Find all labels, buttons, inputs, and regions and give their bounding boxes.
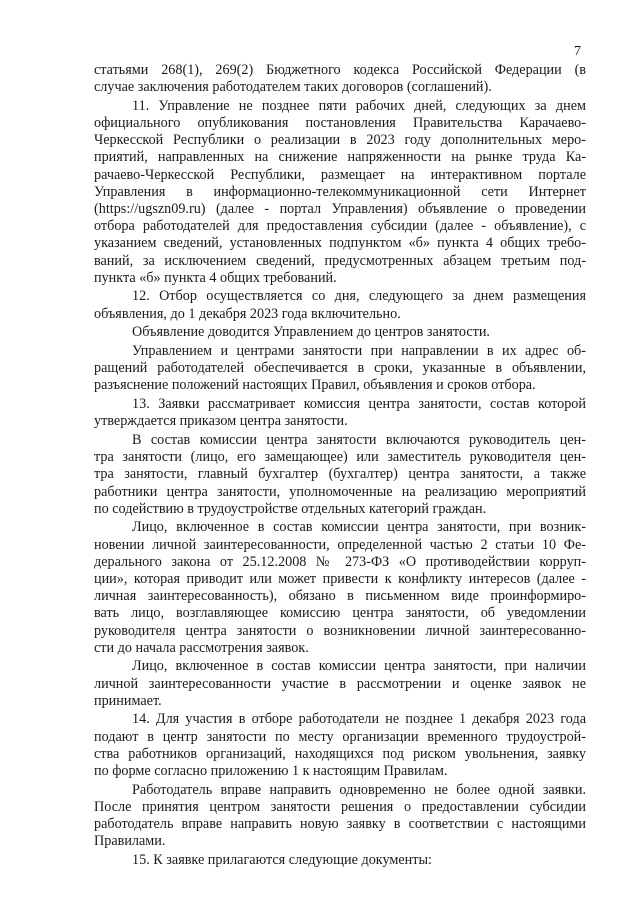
text-line: Черкесской Республики о реализации в 2023 году дополнительных меро- bbox=[94, 132, 586, 149]
paragraph bbox=[94, 782, 586, 851]
paragraph bbox=[94, 396, 586, 430]
paragraph bbox=[94, 324, 586, 341]
text-line: принимает. bbox=[94, 692, 162, 709]
text-line: рачаево-Черкесской Республики, размещает на интерактивном портале bbox=[94, 166, 586, 183]
text-line: руководителя центра занятости о возникновении личной заинтересованно- bbox=[94, 622, 586, 639]
text-line: новении личной заинтересованности, определенной частью 2 статьи 10 Фе- bbox=[94, 536, 586, 553]
text-line: Лицо, включенное в состав комиссии центра занятости, при наличии bbox=[132, 658, 586, 675]
text-line: вать лицо, возглавляющее комиссию центра занятости, об уведомлении bbox=[94, 605, 586, 622]
text-line: Работодатель вправе направить одновременно не более одной заявки. bbox=[132, 781, 586, 798]
paragraph bbox=[94, 288, 586, 322]
text-line: статьями 268(1), 269(2) Бюджетного кодекса Российской Федерации (в bbox=[94, 62, 586, 78]
page-number: 7 bbox=[574, 44, 581, 59]
paragraph bbox=[94, 98, 586, 287]
text-line: тра занятости (лицо, его замещающее) или заместитель руководителя цен- bbox=[94, 449, 586, 466]
text-line: После принятия центром занятости решения о предоставлении субсидии bbox=[94, 798, 586, 815]
text-line: 13. Заявки рассматривает комиссия центра занятости, состав которой bbox=[132, 396, 586, 413]
text-line: Управлением и центрами занятости при направлении в их адрес об- bbox=[132, 343, 586, 359]
text-line: официального опубликования постановления Правительства Карачаево- bbox=[94, 115, 586, 132]
text-line: приятий, направленных на снижение напряженности на рынке труда Ка- bbox=[94, 149, 586, 166]
text-line: ваний, за исключением сведений, предусмотренных абзацем третьим под- bbox=[94, 252, 586, 269]
text-line: сти до начала рассмотрения заявок. bbox=[94, 639, 309, 656]
paragraph bbox=[94, 62, 586, 96]
text-line: В состав комиссии центра занятости включаются руководитель цен- bbox=[132, 431, 586, 448]
text-line: ства работников организаций, находящихся под риском увольнения, заявку bbox=[94, 745, 586, 762]
paragraph bbox=[94, 343, 586, 395]
text-line: Управления в информационно-телекоммуникационной сети Интернет bbox=[94, 183, 586, 200]
text-line: работодатель вправе направить новую заявку в соответствии с настоящими bbox=[94, 816, 586, 833]
text-line: (https://ugszn09.ru) (далее - портал Управления) объявление о проведении bbox=[94, 201, 586, 217]
document-body bbox=[94, 62, 586, 871]
text-line: ции», которая приводит или может привести к конфликту интересов (далее - bbox=[94, 570, 586, 587]
paragraph bbox=[94, 852, 586, 869]
text-line: объявления, до 1 декабря 2023 года включительно. bbox=[94, 305, 401, 322]
text-line: тра занятости, главный бухгалтер (бухгалтер) центра занятости, а также bbox=[94, 466, 586, 483]
text-line: Правилами. bbox=[94, 833, 166, 850]
paragraph bbox=[94, 432, 586, 518]
text-line: личной заинтересованности участие в рассмотрении и оценке заявок не bbox=[94, 675, 586, 692]
text-line: утверждается приказом центра занятости. bbox=[94, 413, 348, 430]
text-line: подают в центр занятости по месту организации временного трудоустрой- bbox=[94, 728, 586, 745]
paragraph bbox=[94, 519, 586, 657]
text-line: указанием сведений, установленных подпунктом «б» пункта 4 общих требо- bbox=[94, 235, 586, 252]
text-line: 12. Отбор осуществляется со дня, следующего за днем размещения bbox=[132, 288, 586, 305]
text-line: разъяснение положений настоящих Правил, объявления и сроков отбора. bbox=[94, 377, 536, 394]
text-line: 11. Управление не позднее пяти рабочих дней, следующих за днем bbox=[132, 97, 586, 114]
text-line: ращений работодателей обеспечивается в сроки, указанные в объявлении, bbox=[94, 360, 586, 377]
text-line: 15. К заявке прилагаются следующие документы: bbox=[132, 851, 432, 868]
text-line: личная заинтересованность), обязано в письменном виде проинформиро- bbox=[94, 588, 586, 605]
text-line: отбора работодателей для предоставления субсидии (далее - объявление), с bbox=[94, 218, 586, 235]
text-line: пункта «б» пункта 4 общих требований. bbox=[94, 269, 337, 286]
paragraph bbox=[94, 711, 586, 780]
text-line: 14. Для участия в отборе работодатели не позднее 1 декабря 2023 года bbox=[132, 711, 586, 728]
text-line: случае заключения работодателем таких договоров (соглашений). bbox=[94, 79, 492, 96]
paragraph bbox=[94, 658, 586, 710]
text-line: работники центра занятости, уполномоченные на реализацию мероприятий bbox=[94, 483, 586, 500]
text-line: дерального закона от 25.12.2008 № 273-ФЗ «О противодействии корруп- bbox=[94, 553, 586, 570]
text-line: по форме согласно приложению 1 к настоящим Правилам. bbox=[94, 763, 448, 779]
text-line: по содействию в трудоустройстве отдельных категорий граждан. bbox=[94, 500, 487, 517]
text-line: Лицо, включенное в состав комиссии центра занятости, при возник- bbox=[132, 519, 586, 536]
text-line: Объявление доводится Управлением до центров занятости. bbox=[132, 324, 490, 341]
